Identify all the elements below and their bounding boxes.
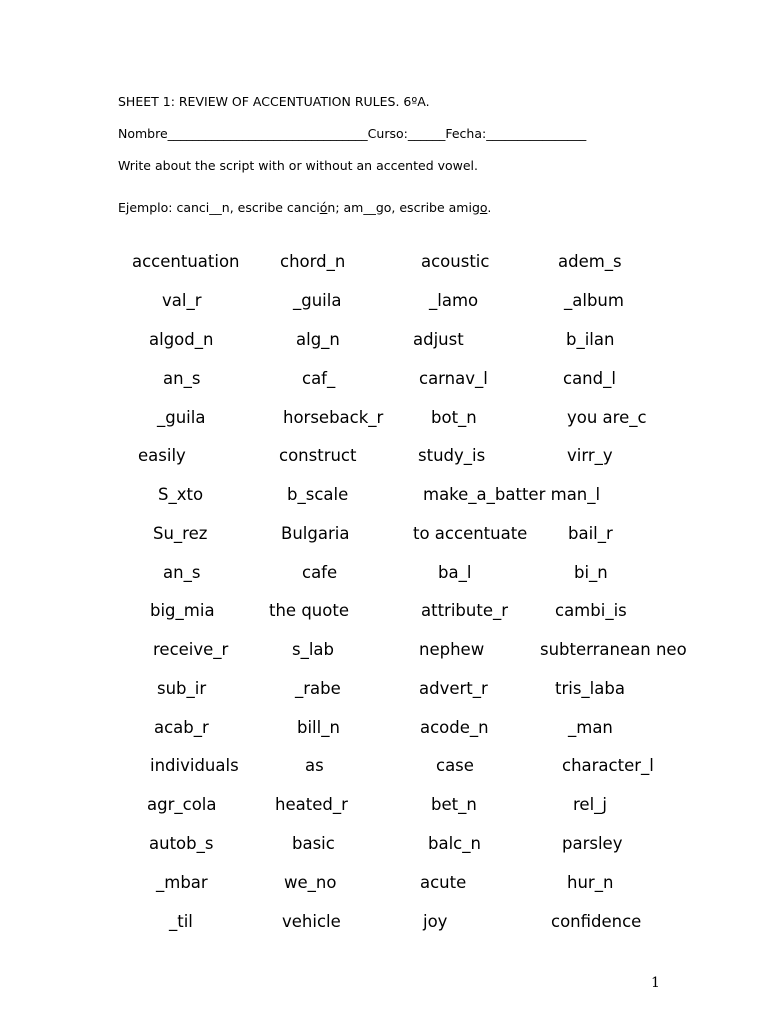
course-label: Curso: — [367, 126, 408, 141]
word-item: bail_r — [568, 523, 613, 543]
word-item: _rabe — [295, 678, 341, 698]
word-item: nephew — [419, 639, 485, 659]
word-item: _lamo — [429, 290, 479, 310]
word-item: receive_r — [153, 639, 229, 659]
word-item: basic — [292, 833, 335, 853]
word-item: ba_l — [438, 562, 472, 582]
word-item: an_s — [163, 368, 201, 388]
word-item: as — [305, 755, 324, 775]
word-item: _man — [568, 717, 613, 737]
word-item: _mbar — [156, 872, 208, 892]
word-item: _album — [564, 290, 624, 310]
word-item: construct — [279, 445, 357, 465]
word-item: _guila — [293, 290, 342, 310]
word-item: bi_n — [574, 562, 608, 582]
word-item: caf_ — [302, 368, 336, 388]
word-item: advert_r — [419, 678, 488, 698]
word-item: val_r — [162, 290, 202, 310]
word-item: acab_r — [154, 717, 209, 737]
word-item: we_no — [284, 872, 337, 892]
word-item: the quote — [269, 600, 349, 620]
word-item: horseback_r — [283, 407, 384, 427]
word-item: individuals — [150, 755, 239, 775]
word-item: vehicle — [282, 911, 341, 931]
word-item: agr_cola — [147, 794, 217, 814]
word-item: make_a_batter man_l — [423, 484, 601, 504]
word-item: acode_n — [420, 717, 489, 737]
name-blank: ________________________________ — [167, 126, 368, 141]
word-item: attribute_r — [421, 600, 509, 620]
word-item: _guila — [157, 407, 206, 427]
word-item: chord_n — [280, 251, 346, 271]
word-item: acoustic — [421, 251, 490, 271]
word-item: study_is — [418, 445, 486, 465]
word-item: parsley — [562, 833, 623, 853]
date-blank: ________________ — [486, 126, 587, 141]
word-item: b_ilan — [566, 329, 615, 349]
word-item: hur_n — [567, 872, 614, 892]
word-item: big_mia — [150, 600, 215, 620]
word-item: accentuation — [132, 251, 240, 271]
instruction-text: Write about the script with or without an accented vowel. — [118, 158, 479, 173]
word-item: Su_rez — [153, 523, 208, 543]
word-item: S_xto — [158, 484, 204, 504]
date-label: Fecha: — [445, 126, 487, 141]
word-item: bot_n — [431, 407, 477, 427]
worksheet-title: SHEET 1: REVIEW OF ACCENTUATION RULES. 6ºA. — [118, 94, 430, 109]
word-item: rel_j — [573, 794, 607, 814]
word-item: _til — [169, 911, 193, 931]
word-item: cambi_is — [555, 600, 627, 620]
word-item: character_l — [562, 755, 654, 775]
word-item: carnav_l — [419, 368, 488, 388]
word-item: tris_laba — [555, 678, 625, 698]
word-item: autob_s — [149, 833, 214, 853]
word-item: an_s — [163, 562, 201, 582]
word-item: cafe — [302, 562, 338, 582]
word-item: bill_n — [297, 717, 340, 737]
word-item: heated_r — [275, 794, 348, 814]
word-item: sub_ir — [157, 678, 207, 698]
page-number: 1 — [651, 975, 660, 991]
example-part: Ejemplo: canci__n, escribe canci — [118, 200, 320, 215]
word-item: alg_n — [296, 329, 340, 349]
name-label: Nombre — [118, 126, 168, 141]
word-item: acute — [420, 872, 467, 892]
student-info-line — [118, 128, 586, 141]
word-item: easily — [138, 445, 186, 465]
word-item: cand_l — [563, 368, 616, 388]
word-item: you are_c — [567, 407, 647, 427]
example-underlined-letter: ó — [319, 200, 328, 215]
word-item: adjust — [413, 329, 464, 349]
word-item: joy — [423, 911, 448, 931]
word-item: to accentuate — [413, 523, 528, 543]
word-item: case — [436, 755, 474, 775]
example-underlined-letter: o — [479, 200, 488, 215]
word-item: Bulgaria — [281, 523, 350, 543]
example-part: n; am__go, escribe amig — [327, 200, 480, 215]
word-item: algod_n — [149, 329, 214, 349]
word-item: adem_s — [558, 251, 622, 271]
word-item: s_lab — [292, 639, 335, 659]
word-item: b_scale — [287, 484, 349, 504]
word-item: confidence — [551, 911, 642, 931]
word-item: virr_y — [567, 445, 613, 465]
word-item: subterranean neo — [540, 639, 687, 659]
course-blank: ______ — [407, 126, 446, 141]
example-part: . — [487, 200, 492, 215]
example-text — [118, 202, 491, 215]
word-item: balc_n — [428, 833, 481, 853]
word-item: bet_n — [431, 794, 477, 814]
